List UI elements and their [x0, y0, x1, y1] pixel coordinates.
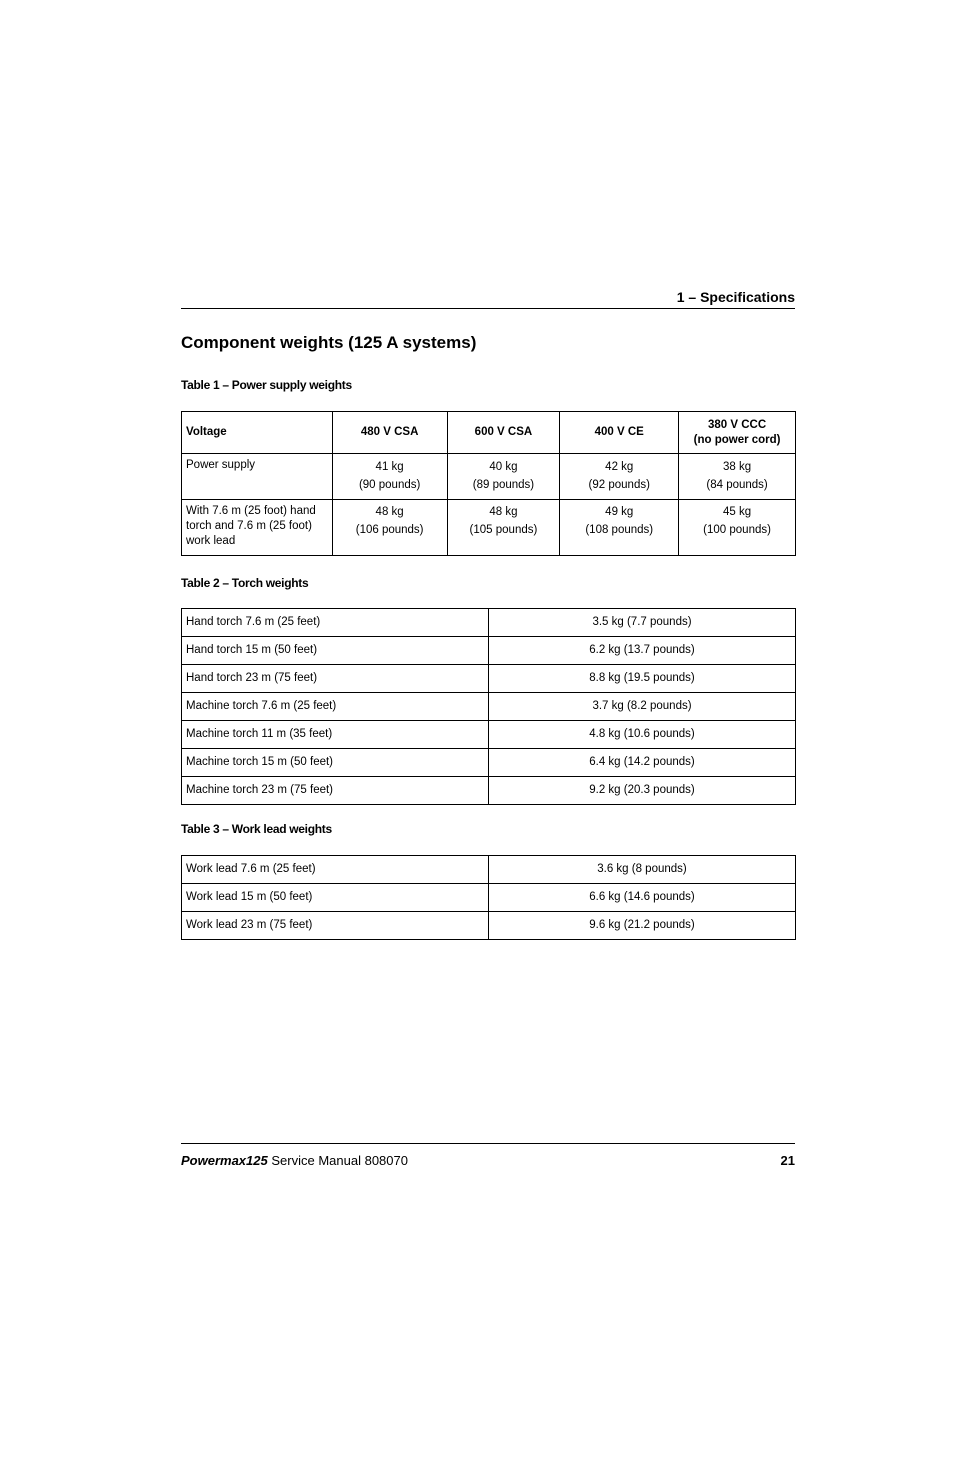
table1-caption: Table 1 – Power supply weights	[181, 378, 352, 392]
weight-cell	[447, 500, 560, 556]
chapter-title: 1 – Specifications	[676, 289, 795, 305]
page-header	[181, 287, 795, 309]
weight-kg: 48 kg	[375, 506, 404, 518]
table-row	[182, 856, 796, 884]
table-row	[182, 749, 796, 777]
weight-kg: 40 kg	[489, 461, 518, 473]
part-number: 808070	[364, 1153, 408, 1168]
table-row	[182, 454, 796, 500]
page-number: 21	[780, 1153, 795, 1168]
table-row	[182, 884, 796, 912]
weight-kg: 48 kg	[489, 506, 518, 518]
document-title: Service Manual	[271, 1153, 361, 1168]
torch-weight: 6.4 kg (14.2 pounds)	[489, 749, 796, 777]
table-row	[182, 721, 796, 749]
table-row	[182, 912, 796, 940]
column-header-380v-ccc	[679, 412, 796, 454]
row-label: With 7.6 m (25 foot) hand torch and 7.6 m (25 foot) work lead	[182, 500, 333, 556]
table-row	[182, 665, 796, 693]
section-title: Component weights (125 A systems)	[181, 333, 477, 352]
table2-caption: Table 2 – Torch weights	[181, 576, 309, 590]
torch-item: Hand torch 23 m (75 feet)	[182, 665, 489, 693]
table-row	[182, 777, 796, 805]
torch-weight: 6.2 kg (13.7 pounds)	[489, 637, 796, 665]
power-supply-weights-table	[181, 411, 796, 556]
weight-lb: (89 pounds)	[472, 479, 535, 491]
table-row	[182, 609, 796, 637]
work-lead-item: Work lead 7.6 m (25 feet)	[182, 856, 489, 884]
column-header-380v-ccc-line1: 380 V CCC	[707, 418, 767, 431]
weight-cell	[560, 454, 679, 500]
torch-item: Hand torch 7.6 m (25 feet)	[182, 609, 489, 637]
work-lead-item: Work lead 15 m (50 feet)	[182, 884, 489, 912]
column-header-400v-ce: 400 V CE	[560, 412, 679, 454]
weight-kg: 38 kg	[723, 461, 752, 473]
weight-lb: (108 pounds)	[585, 524, 654, 536]
page-footer	[181, 1143, 795, 1169]
weight-lb: (90 pounds)	[358, 479, 421, 491]
weight-cell	[560, 500, 679, 556]
table3-caption: Table 3 – Work lead weights	[181, 822, 332, 836]
weight-kg: 41 kg	[375, 461, 404, 473]
weight-kg: 42 kg	[605, 461, 634, 473]
weight-cell	[332, 454, 447, 500]
torch-weight: 3.7 kg (8.2 pounds)	[489, 693, 796, 721]
weight-cell	[332, 500, 447, 556]
column-header-480v-csa: 480 V CSA	[332, 412, 447, 454]
row-label: Power supply	[182, 454, 333, 500]
column-header-voltage: Voltage	[182, 412, 333, 454]
weight-kg: 45 kg	[723, 506, 752, 518]
weight-cell	[679, 454, 796, 500]
work-lead-weight: 9.6 kg (21.2 pounds)	[489, 912, 796, 940]
work-lead-weights-table	[181, 855, 796, 940]
torch-weight: 3.5 kg (7.7 pounds)	[489, 609, 796, 637]
weight-kg: 49 kg	[605, 506, 634, 518]
torch-weights-table	[181, 608, 796, 805]
torch-weight: 9.2 kg (20.3 pounds)	[489, 777, 796, 805]
torch-item: Machine torch 23 m (75 feet)	[182, 777, 489, 805]
column-header-380v-ccc-line2: (no power cord)	[693, 433, 781, 446]
weight-cell	[447, 454, 560, 500]
torch-item: Machine torch 15 m (50 feet)	[182, 749, 489, 777]
torch-item: Machine torch 7.6 m (25 feet)	[182, 693, 489, 721]
table-row	[182, 637, 796, 665]
weight-lb: (106 pounds)	[355, 524, 424, 536]
table-row	[182, 500, 796, 556]
torch-weight: 4.8 kg (10.6 pounds)	[489, 721, 796, 749]
weight-lb: (105 pounds)	[469, 524, 538, 536]
work-lead-weight: 3.6 kg (8 pounds)	[489, 856, 796, 884]
torch-item: Machine torch 11 m (35 feet)	[182, 721, 489, 749]
torch-item: Hand torch 15 m (50 feet)	[182, 637, 489, 665]
column-header-600v-csa: 600 V CSA	[447, 412, 560, 454]
weight-lb: (92 pounds)	[588, 479, 650, 491]
torch-weight: 8.8 kg (19.5 pounds)	[489, 665, 796, 693]
product-name: Powermax125	[181, 1153, 268, 1168]
table-header-row	[182, 412, 796, 454]
weight-lb: (100 pounds)	[703, 524, 771, 536]
work-lead-weight: 6.6 kg (14.6 pounds)	[489, 884, 796, 912]
weight-cell	[679, 500, 796, 556]
table-row	[182, 693, 796, 721]
weight-lb: (84 pounds)	[706, 479, 768, 491]
work-lead-item: Work lead 23 m (75 feet)	[182, 912, 489, 940]
